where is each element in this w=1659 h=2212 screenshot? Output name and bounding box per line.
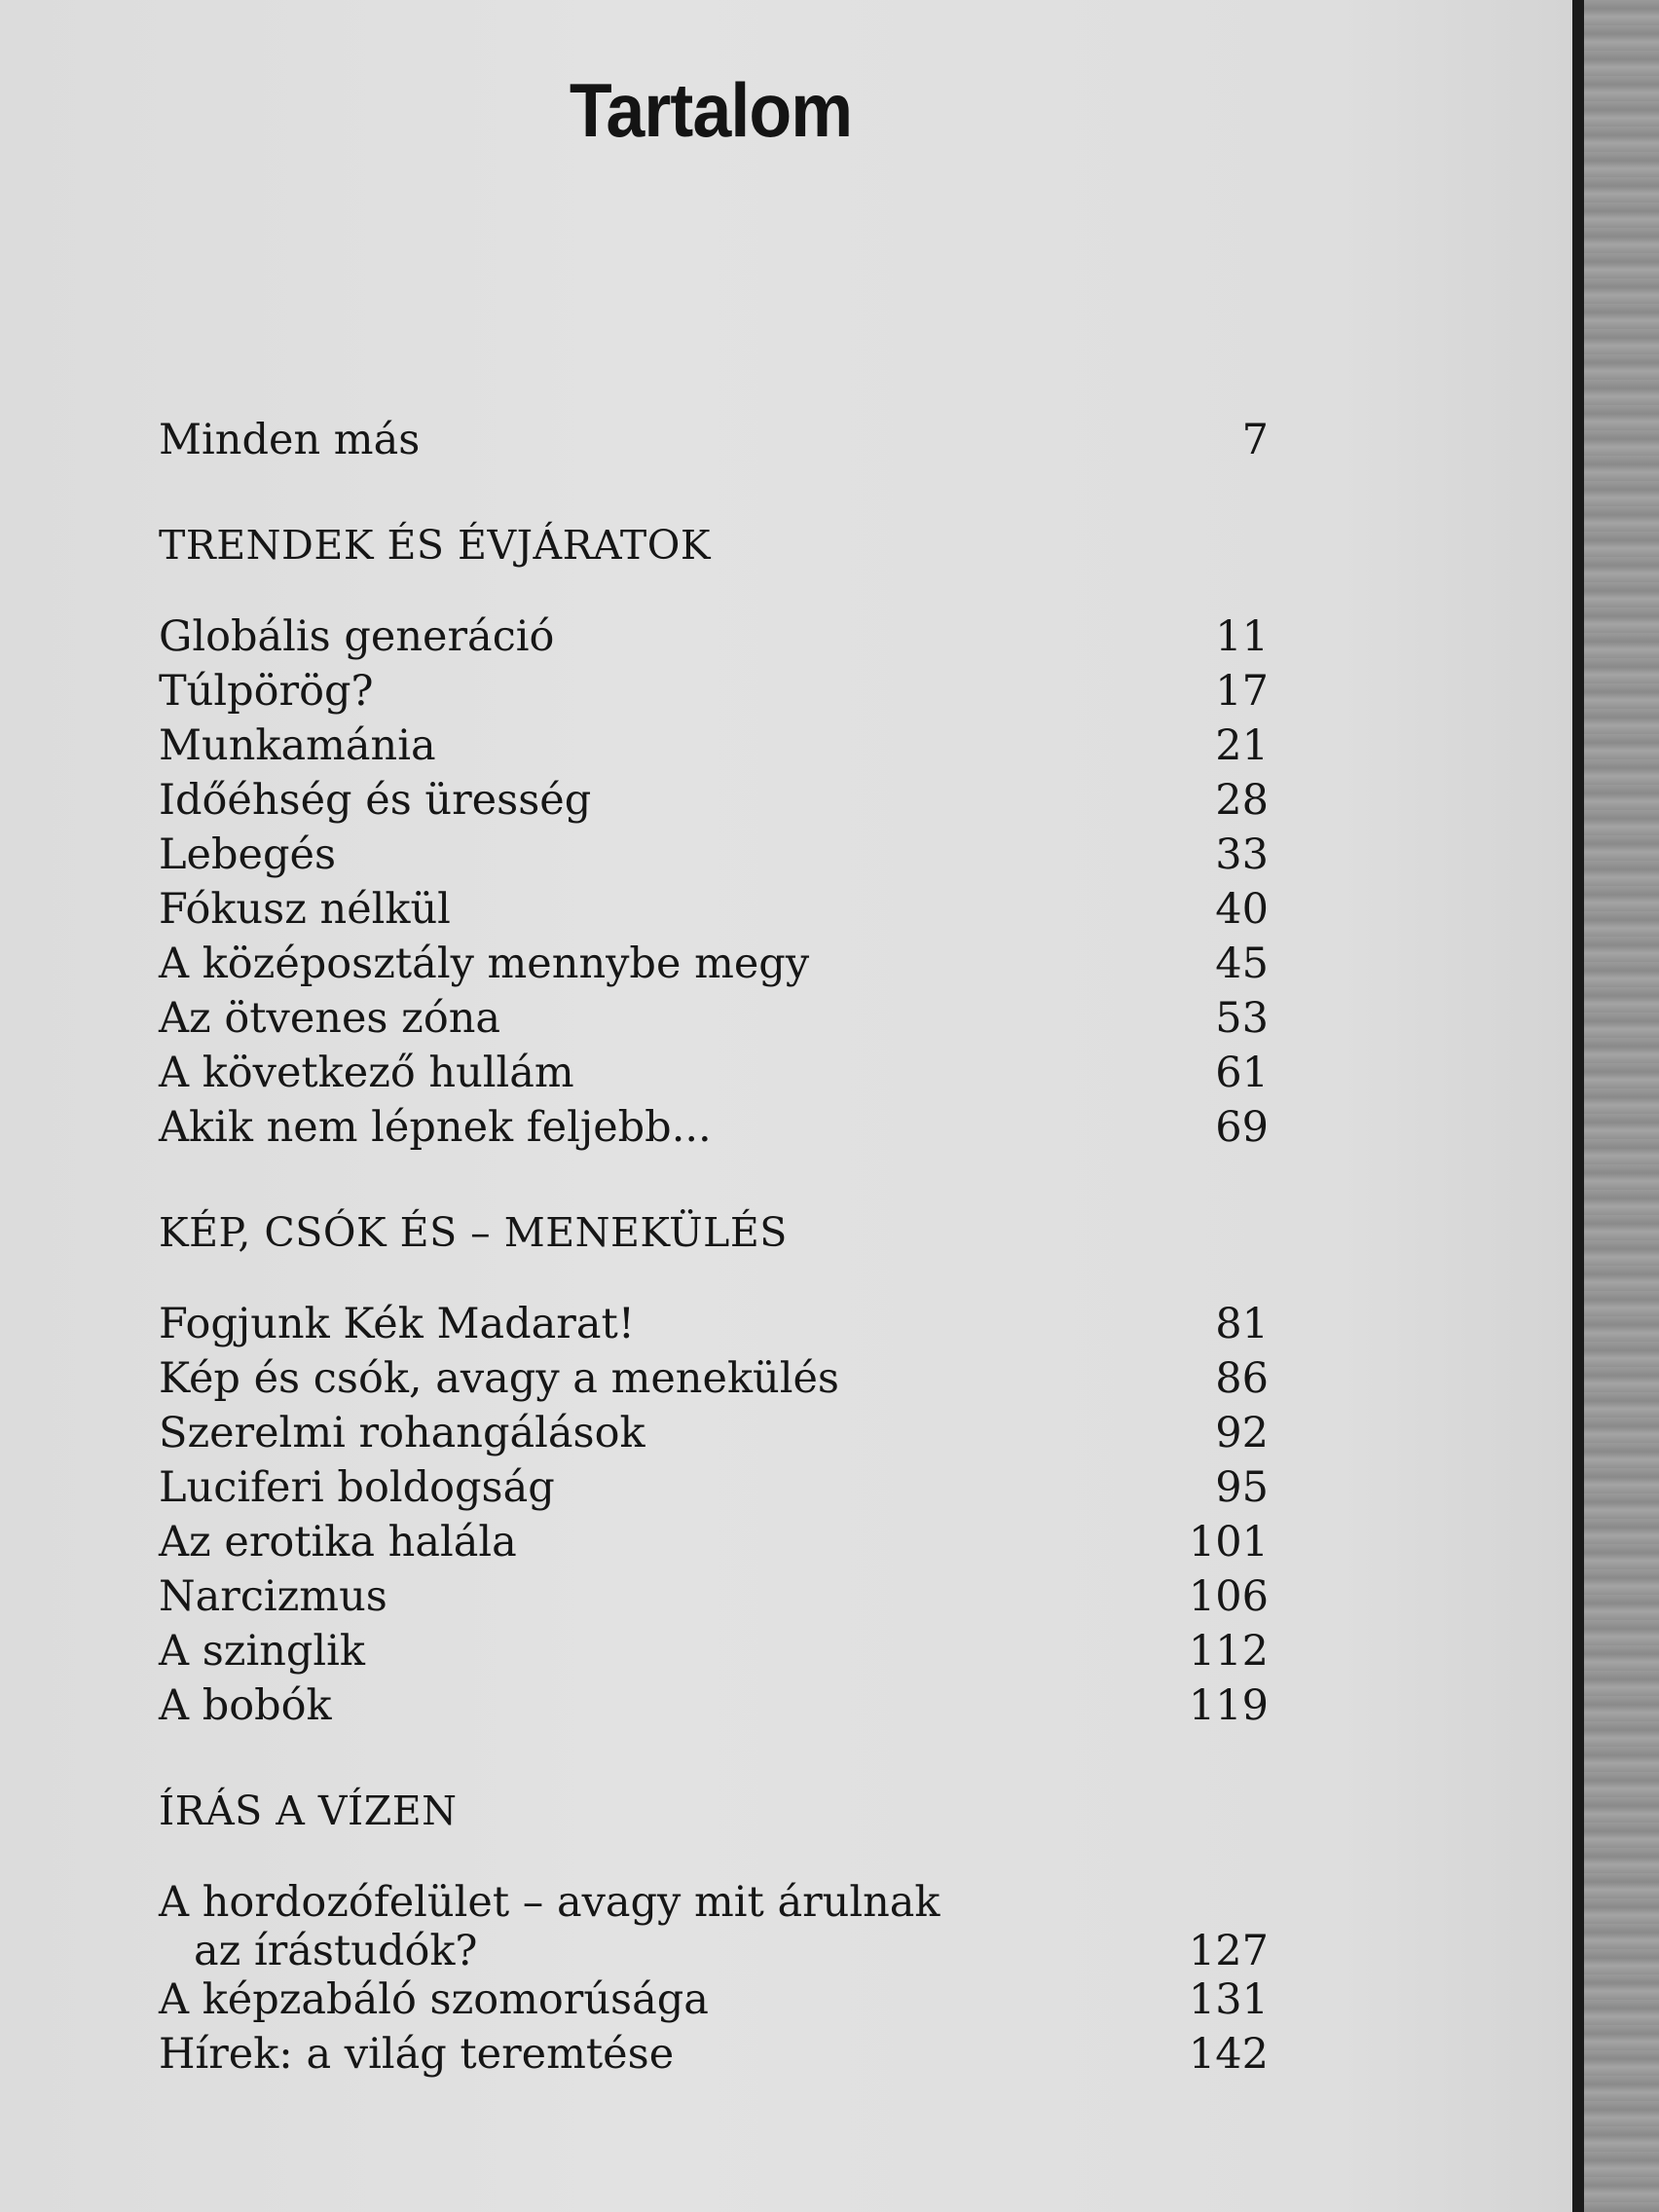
background-surface (1584, 0, 1659, 2212)
toc-entry (159, 1875, 1269, 1975)
toc-entry (159, 1100, 1269, 1155)
toc-entry (159, 413, 1269, 467)
entry-title-continued: az írástudók? (194, 1927, 478, 1975)
entry-title: A következő hullám (159, 1049, 574, 1097)
section-heading: TRENDEK ÉS ÉVJÁRATOK (159, 522, 711, 569)
entry-page: 127 (1188, 1927, 1269, 1975)
entry-page: 92 (1215, 1409, 1269, 1457)
entry-title: Luciferi boldogság (159, 1463, 555, 1512)
entry-title: Kép és csók, avagy a menekülés (159, 1354, 839, 1403)
entry-page: 7 (1241, 416, 1269, 464)
toc-entry (159, 1351, 1269, 1406)
entry-title: A szinglik (159, 1627, 365, 1676)
entry-title: Túlpörög? (159, 667, 374, 716)
entry-page: 95 (1215, 1463, 1269, 1512)
entry-page: 142 (1188, 2030, 1269, 2079)
page-title: Tartalom (569, 67, 853, 153)
entry-title: A hordozófelület – avagy mit árulnak (159, 1878, 940, 1927)
entry-title: Időéhség és üresség (159, 776, 592, 825)
entry-title: Munkamánia (159, 721, 436, 770)
entry-page: 86 (1215, 1354, 1269, 1403)
entry-title: Lebegés (159, 830, 337, 879)
entry-title: Hírek: a világ teremtése (159, 2030, 675, 2079)
entry-page: 40 (1215, 885, 1269, 934)
entry-page: 21 (1215, 721, 1269, 770)
toc-entry (159, 719, 1269, 773)
toc-entry (159, 991, 1269, 1046)
toc-entry (159, 1972, 1269, 2027)
entry-title: Fókusz nélkül (159, 885, 451, 934)
table-of-contents (159, 413, 1269, 2082)
toc-entry (159, 1624, 1269, 1678)
entry-page: 119 (1188, 1681, 1269, 1730)
toc-entry (159, 1678, 1269, 1733)
entry-page: 69 (1215, 1103, 1269, 1152)
section-heading: KÉP, CSÓK ÉS – MENEKÜLÉS (159, 1209, 788, 1256)
toc-entry (159, 1297, 1269, 1351)
entry-page: 131 (1188, 1975, 1269, 2024)
entry-title: Globális generáció (159, 612, 555, 661)
entry-title: A középosztály mennybe megy (159, 940, 810, 988)
toc-entry (159, 1046, 1269, 1100)
entry-title: A bobók (159, 1681, 332, 1730)
toc-entry (159, 609, 1269, 664)
entry-title: Szerelmi rohangálások (159, 1409, 645, 1457)
toc-entry (159, 1406, 1269, 1460)
entry-page: 28 (1215, 776, 1269, 825)
entry-title: Az ötvenes zóna (159, 994, 501, 1043)
section-heading: ÍRÁS A VÍZEN (159, 1788, 458, 1834)
toc-entry (159, 828, 1269, 882)
entry-page: 112 (1188, 1627, 1269, 1676)
entry-title: Akik nem lépnek feljebb... (159, 1103, 712, 1152)
toc-entry (159, 1515, 1269, 1569)
toc-entry (159, 882, 1269, 937)
entry-page: 81 (1215, 1300, 1269, 1348)
entry-title: Minden más (159, 416, 421, 464)
page-edge (1572, 0, 1584, 2212)
entry-title: Fogjunk Kék Madarat! (159, 1300, 636, 1348)
entry-page: 33 (1215, 830, 1269, 879)
toc-entry (159, 1460, 1269, 1515)
entry-page: 17 (1215, 667, 1269, 716)
entry-page: 106 (1188, 1572, 1269, 1621)
entry-page: 11 (1215, 612, 1269, 661)
entry-page: 61 (1215, 1049, 1269, 1097)
toc-entry (159, 773, 1269, 828)
entry-title: Narcizmus (159, 1572, 387, 1621)
toc-entry (159, 664, 1269, 719)
toc-entry (159, 937, 1269, 991)
toc-entry (159, 1569, 1269, 1624)
entry-title: Az erotika halála (159, 1518, 517, 1567)
entry-title: A képzabáló szomorúsága (159, 1975, 709, 2024)
entry-page: 53 (1215, 994, 1269, 1043)
entry-page: 45 (1215, 940, 1269, 988)
toc-entry (159, 2027, 1269, 2082)
entry-page: 101 (1188, 1518, 1269, 1567)
